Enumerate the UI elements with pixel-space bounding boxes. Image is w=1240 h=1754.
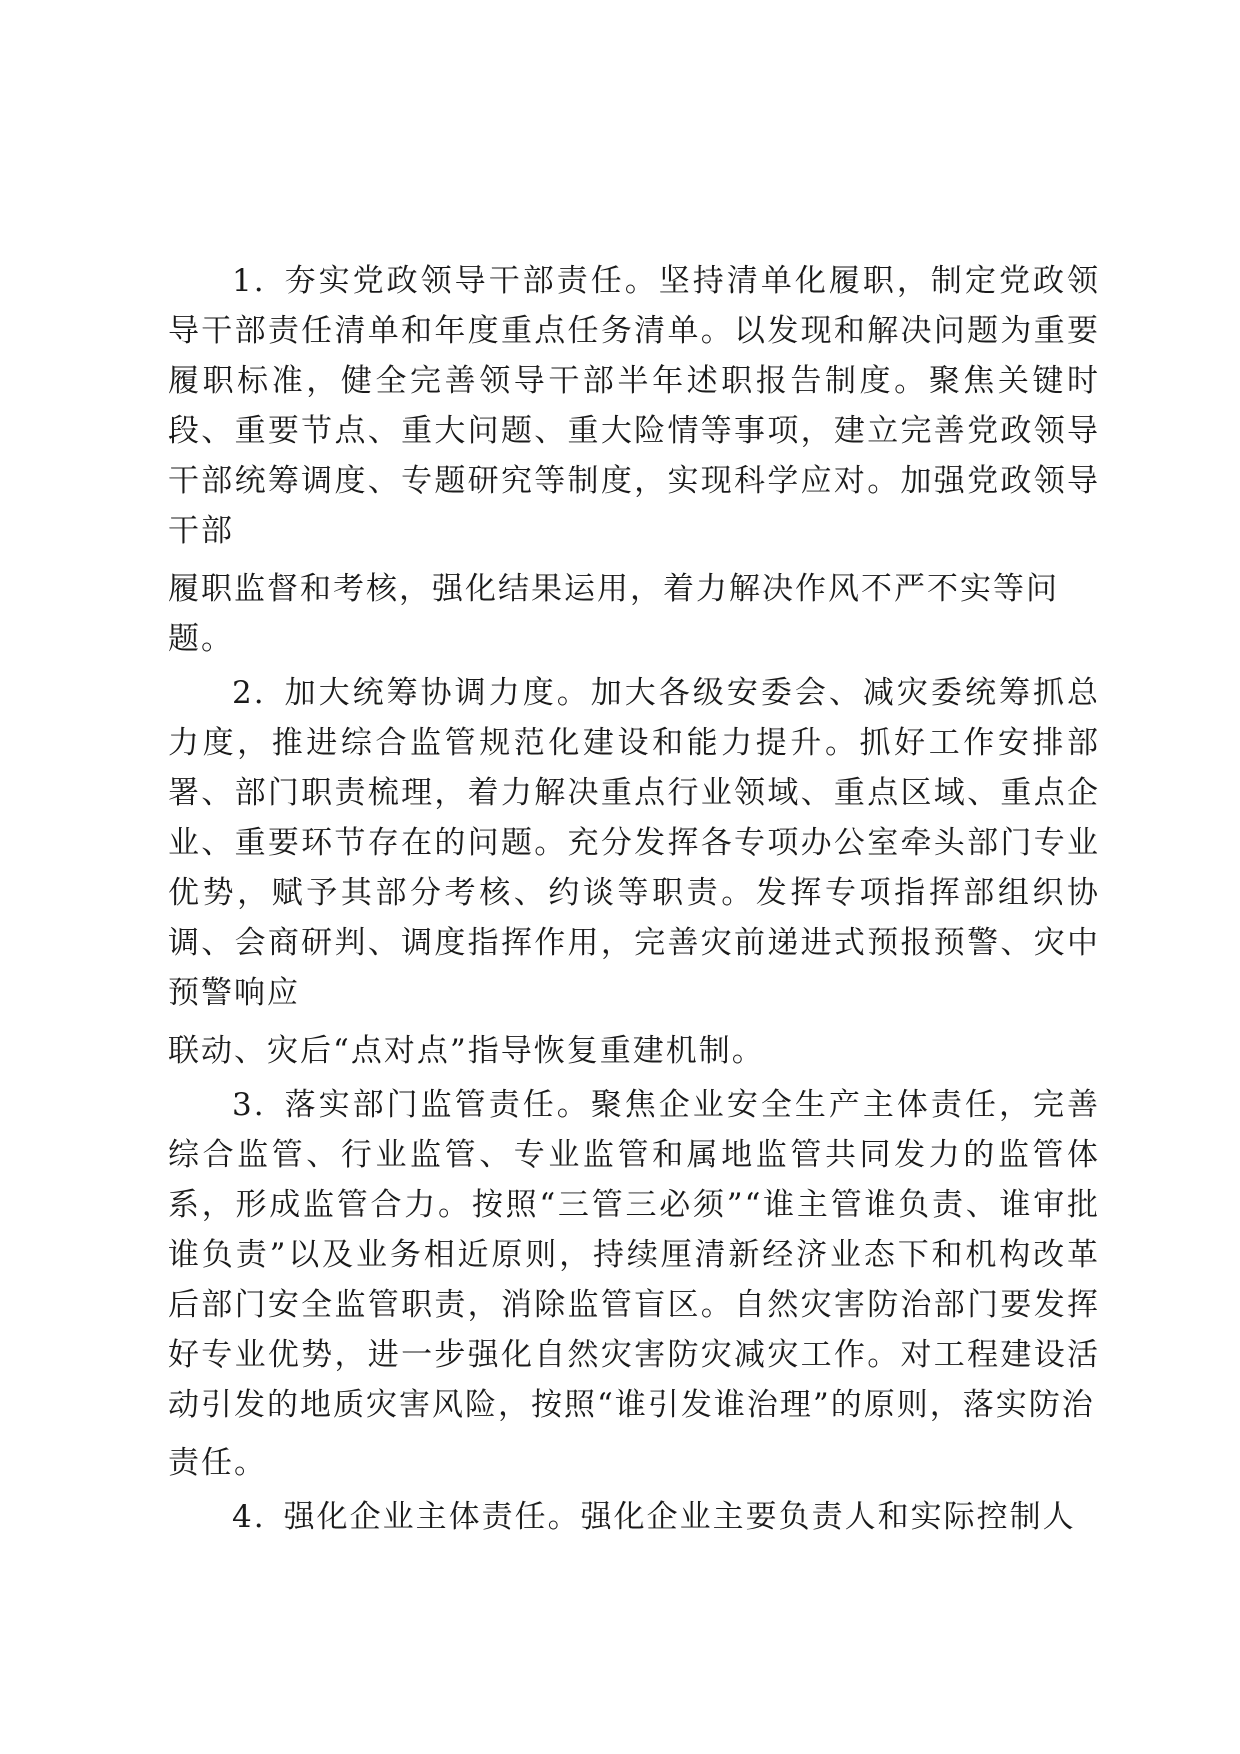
paragraph-number: 3. xyxy=(232,1087,266,1123)
paragraph-number: 2. xyxy=(232,675,266,711)
paragraph-text: 落实部门监管责任。聚焦企业安全生产主体责任，完善综合监管、行业监管、专业监管和属地监管共同发力的监管体系，形成监管合力。按照“三管三必须”“谁主管谁负责、谁审批谁负责”以及业务相近原则，持续厘清新经济业态下和机构改革后部门安全监管职责，消除监管盲区。自然灾害防治部门要发挥好专业优势，进一步强化自然灾害防灾减灾工作。对工程建设活动引发的地质灾害风险，按照“谁引发谁治理”的原则，落实防治 xyxy=(168,1087,1100,1423)
paragraph-4 xyxy=(168,1492,1100,1542)
paragraph-last-line: 联动、灾后“点对点”指导恢复重建机制。 xyxy=(168,1033,765,1069)
document-body xyxy=(168,256,1100,1542)
paragraph-1 xyxy=(168,256,1100,664)
paragraph-text: 强化企业主体责任。强化企业主要负责人和实际控制人 xyxy=(283,1499,1076,1535)
paragraph-text: 加大统筹协调力度。加大各级安委会、减灾委统筹抓总力度，推进综合监管规范化建设和能力提升。抓好工作安排部署、部门职责梳理，着力解决重点行业领域、重点区域、重点企业、重要环节存在的问题。充分发挥各专项办公室牵头部门专业优势，赋予其部分考核、约谈等职责。发挥专项指挥部组织协调、会商研判、调度指挥作用，完善灾前递进式预报预警、灾中预警响应 xyxy=(168,675,1100,1011)
paragraph-number: 4. xyxy=(232,1499,266,1535)
paragraph-last-line: 履职监督和考核，强化结果运用，着力解决作风不严不实等问题。 xyxy=(168,571,1059,657)
paragraph-3 xyxy=(168,1080,1100,1488)
paragraph-number: 1. xyxy=(232,263,266,299)
paragraph-2 xyxy=(168,668,1100,1076)
paragraph-last-line: 责任。 xyxy=(168,1445,267,1481)
paragraph-text: 夯实党政领导干部责任。坚持清单化履职，制定党政领导干部责任清单和年度重点任务清单。以发现和解决问题为重要履职标准，健全完善领导干部半年述职报告制度。聚焦关键时段、重要节点、重大问题、重大险情等事项，建立完善党政领导干部统筹调度、专题研究等制度，实现科学应对。加强党政领导干部 xyxy=(168,263,1100,549)
